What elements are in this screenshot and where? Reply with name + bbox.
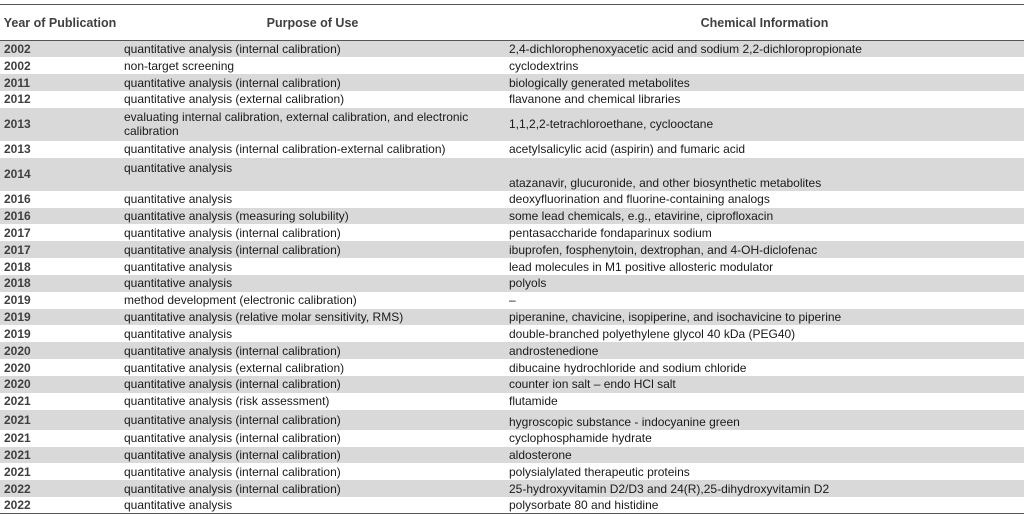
cell-chemical: atazanavir, glucuronide, and other biosynthetic metabolites xyxy=(509,175,822,190)
table-row xyxy=(0,108,1024,141)
cell-purpose: quantitative analysis xyxy=(120,497,505,514)
table-row xyxy=(0,141,1024,158)
cell-purpose: quantitative analysis (internal calibration) xyxy=(124,431,341,446)
table-row xyxy=(0,224,1024,241)
cell-chemical: flavanone and chemical libraries xyxy=(509,92,681,107)
cell-purpose: quantitative analysis xyxy=(124,259,233,274)
cell-year: 2002 xyxy=(4,58,31,73)
publications-table xyxy=(0,4,1024,514)
cell-year: 2021 xyxy=(4,431,31,446)
cell-purpose: quantitative analysis (internal calibration-external calibration) xyxy=(124,142,446,157)
cell-chemical: polysialylated therapeutic proteins xyxy=(509,464,690,479)
cell-purpose: quantitative analysis (internal calibration) xyxy=(124,464,341,479)
table-row xyxy=(0,191,1024,208)
table-row xyxy=(0,309,1024,326)
table-row xyxy=(0,480,1024,497)
cell-chemical: dibucaine hydrochloride and sodium chloride xyxy=(509,360,747,375)
cell-purpose: quantitative analysis (risk assessment) xyxy=(124,394,330,409)
table-row xyxy=(0,325,1024,342)
cell-year: 2012 xyxy=(4,92,31,107)
cell-purpose: quantitative analysis xyxy=(124,192,233,207)
cell-year: 2021 xyxy=(4,464,31,479)
cell-chemical: androstenedione xyxy=(509,343,599,358)
table-row xyxy=(0,292,1024,309)
header-year: Year of Publication xyxy=(0,5,120,41)
cell-year: 2021 xyxy=(4,447,31,462)
cell-chemical: polyols xyxy=(509,276,547,291)
cell-chemical: lead molecules in M1 positive allosteric modulator xyxy=(509,259,774,274)
table-row xyxy=(0,376,1024,393)
cell-purpose: quantitative analysis (internal calibration) xyxy=(124,343,341,358)
cell-chemical: double-branched polyethylene glycol 40 kDa (PEG40) xyxy=(509,326,796,341)
cell-year: 2013 xyxy=(4,117,31,132)
cell-year: 2020 xyxy=(4,360,31,375)
table-row xyxy=(0,410,1024,430)
cell-year: 2018 xyxy=(4,276,31,291)
table-row xyxy=(0,74,1024,91)
table-row xyxy=(0,497,1024,514)
cell-chemical: counter ion salt – endo HCl salt xyxy=(509,377,676,392)
table-row xyxy=(0,430,1024,447)
cell-purpose: quantitative analysis (internal calibration) xyxy=(124,377,341,392)
table-row xyxy=(0,342,1024,359)
cell-year: 2014 xyxy=(4,167,31,182)
cell-chemical: polysorbate 80 and histidine xyxy=(505,497,1024,514)
cell-year: 2016 xyxy=(4,208,31,223)
cell-chemical: 1,1,2,2-tetrachloroethane, cyclooctane xyxy=(509,117,714,132)
cell-purpose: quantitative analysis xyxy=(124,160,233,175)
table-row xyxy=(0,393,1024,410)
table-row xyxy=(0,463,1024,480)
cell-year: 2022 xyxy=(0,497,120,514)
table-row xyxy=(0,208,1024,225)
table-row xyxy=(0,275,1024,292)
cell-purpose: quantitative analysis (internal calibration) xyxy=(124,75,341,90)
cell-year: 2017 xyxy=(4,242,31,257)
cell-chemical: 2,4-dichlorophenoxyacetic acid and sodium 2,2-dichloropropionate xyxy=(509,42,862,57)
table-header xyxy=(0,5,1024,41)
header-row xyxy=(0,5,1024,41)
cell-chemical: hygroscopic substance - indocyanine green xyxy=(509,414,740,429)
cell-year: 2018 xyxy=(4,259,31,274)
header-chemical: Chemical Information xyxy=(505,5,1024,41)
cell-chemical: biologically generated metabolites xyxy=(509,75,690,90)
cell-year: 2022 xyxy=(4,481,31,496)
cell-year: 2021 xyxy=(4,394,31,409)
cell-chemical: some lead chemicals, e.g., etavirine, ciprofloxacin xyxy=(509,208,774,223)
table-row xyxy=(0,241,1024,258)
cell-purpose: quantitative analysis (external calibration) xyxy=(124,92,345,107)
cell-purpose: quantitative analysis (internal calibration) xyxy=(124,447,341,462)
cell-purpose: quantitative analysis (internal calibration) xyxy=(124,412,341,427)
table-row xyxy=(0,359,1024,376)
cell-chemical: deoxyfluorination and fluorine-containing analogs xyxy=(509,192,770,207)
cell-purpose: method development (electronic calibration) xyxy=(124,293,357,308)
cell-year: 2011 xyxy=(4,75,31,90)
cell-year: 2019 xyxy=(4,310,31,325)
cell-year: 2020 xyxy=(4,343,31,358)
cell-purpose: quantitative analysis (internal calibration) xyxy=(124,481,341,496)
cell-year: 2019 xyxy=(4,326,31,341)
cell-chemical: ibuprofen, fosphenytoin, dextrophan, and 4-OH-diclofenac xyxy=(509,242,818,257)
cell-chemical: acetylsalicylic acid (aspirin) and fumaric acid xyxy=(509,142,746,157)
cell-chemical: – xyxy=(509,293,516,308)
cell-purpose: quantitative analysis (relative molar sensitivity, RMS) xyxy=(124,310,404,325)
cell-year: 2013 xyxy=(4,142,31,157)
table-body xyxy=(0,41,1024,514)
cell-chemical: cyclodextrins xyxy=(509,58,579,73)
cell-year: 2021 xyxy=(4,412,31,427)
cell-chemical: flutamide xyxy=(509,394,558,409)
table-row xyxy=(0,258,1024,275)
cell-purpose: quantitative analysis (internal calibration) xyxy=(124,242,341,257)
cell-purpose: quantitative analysis (internal calibration) xyxy=(124,42,341,57)
table-row xyxy=(0,91,1024,108)
table-row xyxy=(0,57,1024,74)
table-row xyxy=(0,158,1024,191)
cell-year: 2002 xyxy=(4,42,31,57)
cell-year: 2017 xyxy=(4,225,31,240)
header-purpose: Purpose of Use xyxy=(120,5,505,41)
cell-purpose: non-target screening xyxy=(124,58,235,73)
cell-purpose: quantitative analysis xyxy=(124,276,233,291)
cell-year: 2019 xyxy=(4,293,31,308)
cell-chemical: aldosterone xyxy=(509,447,572,462)
cell-purpose: quantitative analysis xyxy=(124,326,233,341)
table-row xyxy=(0,447,1024,464)
cell-purpose: evaluating internal calibration, external calibration, and electronic calibration xyxy=(124,110,469,139)
cell-purpose: quantitative analysis (internal calibration) xyxy=(124,225,341,240)
cell-purpose: quantitative analysis (external calibration) xyxy=(124,360,345,375)
cell-chemical: cyclophosphamide hydrate xyxy=(509,431,652,446)
cell-chemical: 25-hydroxyvitamin D2/D3 and 24(R),25-dihydroxyvitamin D2 xyxy=(509,481,830,496)
cell-chemical: piperanine, chavicine, isopiperine, and isochavicine to piperine xyxy=(509,310,842,325)
cell-year: 2020 xyxy=(4,377,31,392)
table-row xyxy=(0,41,1024,58)
cell-chemical: pentasaccharide fondaparinux sodium xyxy=(509,225,712,240)
cell-purpose: quantitative analysis (measuring solubility) xyxy=(124,208,349,223)
cell-year: 2016 xyxy=(4,192,31,207)
